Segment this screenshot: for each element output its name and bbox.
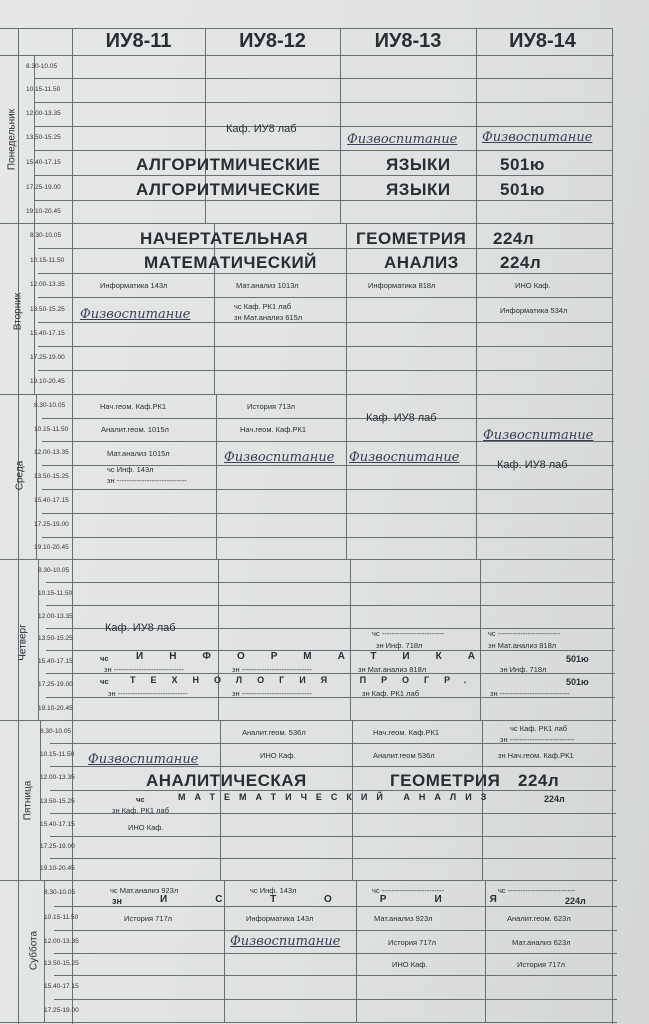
fri-c14-r1b: зн -------------------------- — [500, 735, 575, 744]
time-slot-wed-6: 17.25-19.00 — [34, 521, 69, 528]
sat-c11-r2: История 717л — [124, 914, 173, 923]
grid-hline — [0, 28, 612, 29]
tue-room2: 224л — [500, 253, 542, 272]
sat-c14-r2: Аналит.геом. 623л — [507, 914, 571, 923]
grid-vline — [216, 394, 217, 559]
tue-c11-pe: Физвоспитание — [80, 307, 191, 322]
thu-c14-r4a: чс ------------------------- — [488, 629, 561, 638]
sat-ist-zn: зн — [112, 896, 122, 906]
sat-c14-r3: Мат.анализ 623л — [512, 938, 571, 947]
time-slot-wed-3: 12.00-13.35 — [34, 449, 69, 456]
grid-hline — [54, 1022, 617, 1023]
time-slot-tue-6: 17.25-19.00 — [30, 354, 65, 361]
thu-inf-zn12: зн ---------------------------- — [232, 665, 312, 674]
time-slot-fri-2: 10.15-11.50 — [40, 750, 75, 758]
tue-c12-r3: Мат.анализ 1013л — [236, 281, 299, 290]
wed-c12-pe: Физвоспитание — [224, 450, 335, 465]
thu-inf-zn13: зн Мат.анализ 818л — [358, 665, 427, 674]
mon-c12-lab: Каф. ИУ8 лаб — [226, 123, 297, 135]
mon-alg2-lang: ЯЗЫКИ — [386, 180, 451, 199]
time-slot-mon-1: 8.30-10.05 — [26, 62, 58, 70]
grid-vline — [346, 394, 347, 559]
wed-c12-r1: История 713л — [247, 402, 296, 411]
time-slot-sat-4: 13.50-15.25 — [44, 960, 79, 967]
fri-c14-r2: зн Нач.геом. Каф.РК1 — [498, 751, 574, 760]
time-slot-thu-3: 12.00-13.35 — [38, 612, 73, 620]
grid-hline — [42, 489, 614, 490]
grid-hline — [34, 126, 612, 127]
time-slot-fri-5: 15.40-17.15 — [40, 820, 75, 828]
tue-c12-r4b: зн Мат.анализ 615л — [234, 313, 303, 322]
sat-c11-r1: чс Мат.анализ 923л — [110, 886, 179, 895]
thu-inf-zn: зн ---------------------------- — [104, 665, 184, 674]
grid-hline — [54, 999, 617, 1000]
group-header-iu8-13: ИУ8-13 — [374, 30, 442, 52]
grid-hline — [42, 513, 614, 514]
fri-c12-r1: Аналит.геом. 536л — [242, 728, 306, 737]
grid-vline — [350, 559, 351, 720]
fri-mat-zn: зн Каф. РК1 лаб — [112, 806, 170, 815]
thu-inf-cs: чс — [100, 654, 109, 663]
time-slot-sat-3: 12.00-13.35 — [44, 937, 79, 945]
wed-c11-r3: Мат.анализ 1015л — [107, 449, 170, 458]
fri-c13-r2: Аналит.геом 536л — [373, 751, 435, 760]
day-monday: Понедельник — [6, 108, 18, 171]
time-slot-mon-3: 12.00-13.35 — [26, 110, 61, 117]
time-slot-fri-6: 17.25-19.00 — [40, 843, 75, 850]
time-slot-thu-7: 19.10-20.45 — [38, 704, 73, 712]
fri-mat-cs: чс — [136, 795, 145, 804]
fri-c13-r1: Нач.геом. Каф.РК1 — [373, 728, 439, 737]
grid-vline — [476, 223, 477, 394]
time-slot-tue-4: 13.50-15.25 — [30, 305, 65, 313]
grid-hline — [46, 605, 615, 606]
time-slot-sat-5: 15.40-17.15 — [44, 983, 79, 990]
grid-vline — [346, 223, 347, 394]
day-thursday: Четверг — [17, 624, 29, 661]
tue-c13-r3: Информатика 818л — [368, 281, 436, 290]
group-header-iu8-11: ИУ8-11 — [105, 30, 172, 52]
wed-c11-r4a: чс Инф. 143л — [107, 465, 154, 474]
sat-ist-room: 224л — [565, 896, 586, 906]
time-slot-fri-7: 19.10-20.45 — [40, 865, 75, 872]
mon-alg1-room: 501ю — [500, 155, 545, 174]
time-slot-fri-3: 12.00-13.35 — [40, 774, 75, 781]
time-slot-wed-4: 13.50-15.25 — [34, 473, 69, 480]
time-slot-mon-7: 19.10-20.45 — [26, 207, 61, 215]
time-slot-thu-5: 15.40-17.15 — [38, 657, 73, 665]
sat-c14-r1: чс --------------------------- — [498, 886, 576, 895]
grid-hline — [54, 880, 617, 881]
time-slot-tue-3: 12.00-13.35 — [30, 281, 65, 288]
time-slot-wed-2: 10.15-11.50 — [34, 425, 69, 433]
grid-hline — [54, 975, 617, 976]
thu-c14-r4b: зн Мат.анализ 818л — [488, 641, 557, 650]
sat-c13-r4: ИНО Каф. — [392, 960, 428, 969]
fri-room1: 224л — [518, 771, 560, 790]
time-slot-wed-5: 15.40-17.15 — [34, 497, 69, 504]
grid-hline — [54, 930, 617, 931]
thu-inf-zn14: зн Инф. 718л — [500, 665, 547, 674]
time-slot-fri-4: 13.50-15.25 — [40, 797, 75, 805]
grid-hline — [54, 953, 617, 954]
grid-hline — [50, 836, 616, 837]
sat-c12-r1: чс Инф. 143л — [250, 886, 297, 895]
fri-c11-pe: Физвоспитание — [88, 752, 199, 767]
grid-hline — [46, 559, 615, 560]
grid-vline — [480, 559, 481, 720]
time-slot-thu-1: 8.30-10.05 — [38, 566, 70, 574]
thu-inf-subject: ИНФОРМАТИКА — [136, 651, 501, 662]
grid-hline — [42, 418, 614, 419]
grid-vline — [476, 55, 477, 223]
day-tuesday: Вторник — [12, 292, 24, 331]
grid-hline — [50, 858, 616, 859]
day-wednesday: Среда — [14, 460, 26, 491]
fri-c11-r4: ИНО Каф. — [128, 823, 164, 832]
grid-hline — [34, 150, 612, 151]
grid-hline — [50, 720, 616, 721]
wed-c12-r2: Нач.геом. Каф.РК1 — [240, 425, 306, 434]
grid-vline — [612, 28, 613, 1024]
time-slot-tue-2: 10.15-11.50 — [30, 256, 65, 264]
thu-c13-r4a: чс ------------------------- — [372, 629, 445, 638]
mon-alg1-subject: АЛГОРИТМИЧЕСКИЕ — [136, 155, 321, 174]
thu-inf-room: 501ю — [566, 654, 589, 664]
time-slot-wed-7: 19.10-20.45 — [34, 544, 69, 551]
fri-anal: АНАЛИТИЧЕСКАЯ — [146, 771, 307, 790]
grid-hline — [38, 223, 613, 224]
time-slot-mon-4: 13.50-15.25 — [26, 134, 61, 141]
tue-anal: АНАЛИЗ — [384, 253, 459, 272]
tue-nach: НАЧЕРТАТЕЛЬНАЯ — [140, 229, 309, 248]
thu-teh-zn13: зн Каф. РК1 лаб — [362, 689, 420, 698]
grid-hline — [38, 273, 613, 274]
tue-c14-r4: Информатика 534л — [500, 306, 568, 315]
grid-vline — [476, 394, 477, 559]
tue-mat: МАТЕМАТИЧЕСКИЙ — [144, 253, 317, 272]
grid-hline — [38, 346, 613, 347]
thu-c13-r4b: зн Инф. 718л — [376, 641, 423, 650]
time-slot-wed-1: 8.30-10.05 — [34, 402, 66, 409]
time-slot-tue-7: 19.10-20.45 — [30, 378, 65, 385]
wed-c11-r1: Нач.геом. Каф.РК1 — [100, 402, 166, 411]
sat-c13-r3: История 717л — [388, 938, 437, 947]
time-slot-sat-2: 10.15-11.50 — [44, 914, 79, 921]
wed-c13-pe: Физвоспитание — [349, 450, 460, 465]
sat-c13-r2: Мат.анализ 923л — [374, 914, 433, 923]
mon-alg2-room: 501ю — [500, 180, 545, 199]
grid-hline — [42, 394, 614, 395]
mon-alg2-subject: АЛГОРИТМИЧЕСКИЕ — [136, 180, 321, 199]
sat-c12-r2: Информатика 143л — [246, 914, 314, 923]
time-slot-thu-2: 10.15-11.50 — [38, 589, 73, 597]
tue-geom: ГЕОМЕТРИЯ — [356, 229, 467, 248]
grid-vline — [218, 559, 219, 720]
time-slot-tue-1: 8.30-10.05 — [30, 231, 62, 239]
tue-c12-r4a: чс Каф. РК1 лаб — [234, 302, 292, 311]
grid-hline — [54, 906, 617, 907]
group-header-iu8-14: ИУ8-14 — [509, 30, 576, 52]
wed-c11-r4b: зн ---------------------------- — [107, 476, 187, 485]
thu-teh-zn14: зн ---------------------------- — [490, 689, 570, 698]
sat-c12-pe: Физвоспитание — [230, 934, 341, 949]
mon-alg1-lang: ЯЗЫКИ — [386, 155, 451, 174]
grid-vline — [18, 28, 19, 1024]
grid-hline — [38, 370, 613, 371]
wed-c14-lab: Каф. ИУ8 лаб — [497, 459, 568, 471]
thu-teh-zn12: зн ---------------------------- — [232, 689, 312, 698]
time-slot-mon-6: 17.25-19.00 — [26, 183, 61, 191]
grid-hline — [42, 537, 614, 538]
thu-teh-zn: зн ---------------------------- — [108, 689, 188, 698]
fri-geom: ГЕОМЕТРИЯ — [390, 771, 501, 790]
tue-c11-r3: Информатика 143л — [100, 281, 168, 290]
time-slot-thu-4: 13.50-15.25 — [38, 635, 73, 642]
thu-teh-room: 501ю — [566, 677, 589, 687]
grid-vline — [72, 28, 73, 1024]
time-slot-sat-1: 8.30-10.05 — [44, 889, 76, 896]
sat-c14-r4: История 717л — [517, 960, 566, 969]
grid-vline — [340, 55, 341, 223]
wed-c13-lab: Каф. ИУ8 лаб — [366, 412, 437, 424]
fri-mat-subject: МАТЕМАТИЧЕСКИЙ АНАЛИЗ — [178, 792, 496, 802]
thu-teh-cs: чс — [100, 677, 109, 686]
grid-hline — [34, 175, 612, 176]
grid-hline — [38, 297, 613, 298]
time-slot-tue-5: 15.40-17.15 — [30, 330, 65, 337]
grid-hline — [34, 200, 612, 201]
grid-hline — [38, 322, 613, 323]
grid-hline — [34, 55, 612, 56]
time-slot-mon-2: 10.15-11.50 — [26, 86, 61, 93]
sat-c13-r1: чс ------------------------- — [372, 886, 445, 895]
grid-hline — [34, 78, 612, 79]
thu-teh-subject: ТЕХНОЛОГИЯ ПРОГР. — [130, 675, 482, 685]
fri-c12-r2: ИНО Каф. — [260, 751, 296, 760]
thu-c11-lab: Каф. ИУ8 лаб — [105, 622, 176, 634]
sat-ist-subject: ИСТОРИЯ — [160, 894, 545, 905]
tue-c14-r3: ИНО Каф. — [515, 281, 551, 290]
time-slot-thu-6: 17.25-19.00 — [38, 681, 73, 688]
time-slot-sat-6: 17.25-19.00 — [44, 1006, 79, 1014]
tue-room1: 224л — [493, 229, 535, 248]
wed-c14-pe: Физвоспитание — [483, 428, 594, 443]
group-header-iu8-12: ИУ8-12 — [239, 30, 306, 52]
day-friday: Пятница — [22, 780, 34, 821]
mon-c14-pe: Физвоспитание — [482, 130, 593, 145]
fri-mat-room: 224л — [544, 794, 565, 804]
fri-c14-r1a: чс Каф. РК1 лаб — [510, 724, 568, 733]
grid-vline — [44, 880, 45, 1022]
mon-c13-pe: Физвоспитание — [347, 132, 458, 147]
wed-c11-r2: Аналит.геом. 1015л — [101, 425, 169, 434]
grid-hline — [34, 102, 612, 103]
time-slot-fri-1: 8.30-10.05 — [40, 727, 72, 735]
grid-hline — [46, 582, 615, 583]
day-saturday: Суббота — [28, 930, 40, 971]
time-slot-mon-5: 15.40-17.15 — [26, 158, 61, 166]
